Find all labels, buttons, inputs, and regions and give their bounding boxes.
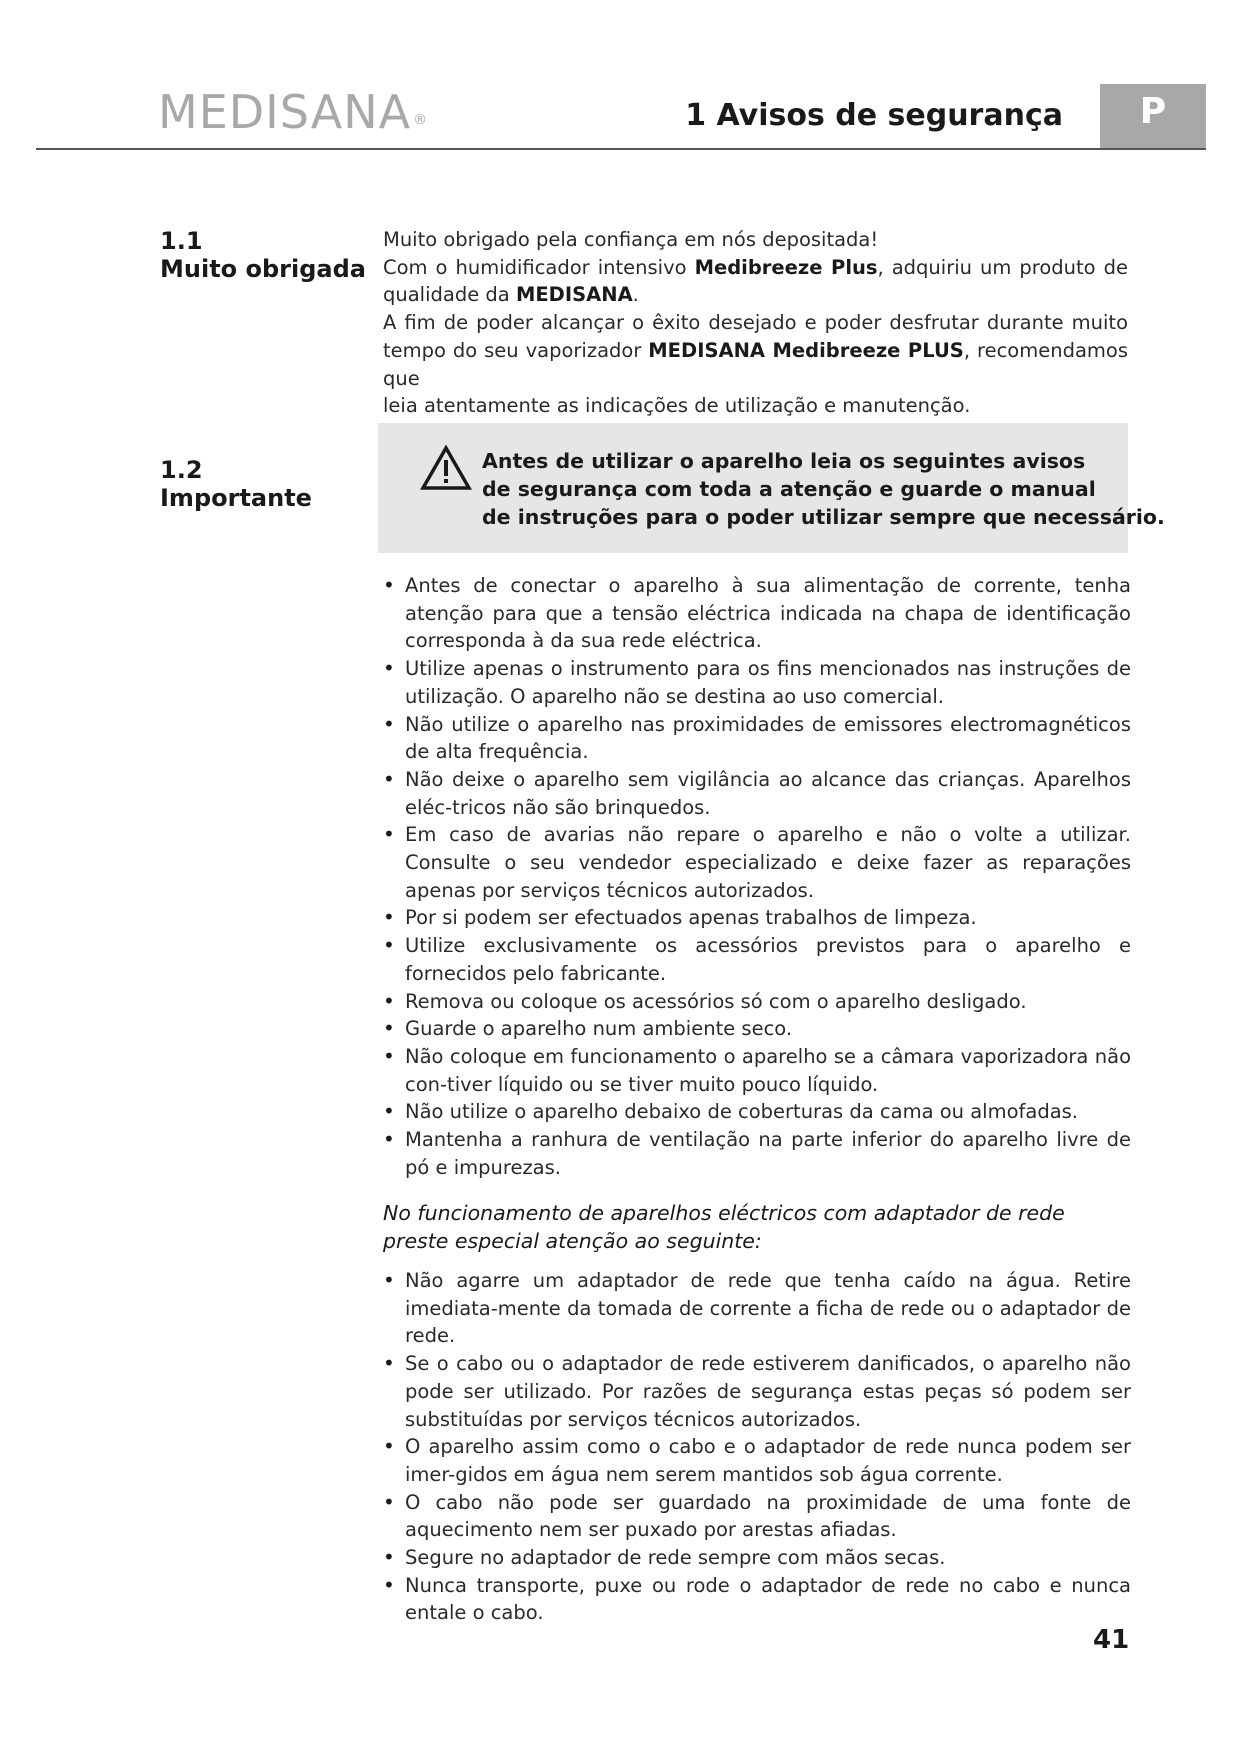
list-item: • Não agarre um adaptador de rede que tenha caído na água. Retire imediata-mente da tomada de corrente a ficha de rede ou o adaptador de rede.: [383, 1267, 1131, 1350]
brand-logo: [158, 84, 428, 140]
warning-box: [378, 423, 1165, 553]
language-tab: P: [1100, 84, 1206, 149]
warning-triangle-icon: [420, 445, 472, 491]
section-1-1-number: 1.1: [160, 227, 203, 255]
list-item: • Em caso de avarias não repare o aparelho e não o volte a utilizar. Consulte o seu vendedor especializado e deixe fazer as reparações apenas por serviços técnicos autorizados.: [383, 821, 1131, 904]
body-line: Muito obrigado pela confiança em nós depositada!: [383, 228, 879, 251]
page-title: 1 Avisos de segurança: [685, 98, 1063, 133]
body-line: Com o humidificador intensivo Medibreeze Plus, adquiriu um produto de: [383, 255, 1128, 279]
list-item: • Não utilize o aparelho nas proximidades de emissores electromagnéticos de alta frequência.: [383, 711, 1131, 766]
page-number: 41: [1093, 1625, 1130, 1655]
header-divider: [36, 148, 1206, 150]
list-item: • O aparelho assim como o cabo e o adaptador de rede nunca podem ser imer-gidos em água nem serem mantidos sob água corrente.: [383, 1433, 1131, 1488]
body-line: A fim de poder alcançar o êxito desejado e poder desfrutar durante muito: [383, 311, 1128, 335]
list-item: • Não deixe o aparelho sem vigilância ao alcance das crianças. Aparelhos eléc-tricos não são brinquedos.: [383, 766, 1131, 821]
list-item: • Antes de conectar o aparelho à sua alimentação de corrente, tenha atenção para que a tensão eléctrica indicada na chapa de identificação corresponda à da sua rede eléctrica.: [383, 572, 1131, 655]
section-1-1-title: Muito obrigada: [160, 255, 366, 283]
body-line: qualidade da MEDISANA.: [383, 283, 639, 307]
adapter-bullet-list: [383, 1267, 1131, 1627]
list-item: • Não utilize o aparelho debaixo de coberturas da cama ou almofadas.: [383, 1098, 1131, 1126]
warning-line: de segurança com toda a atenção e guarde o manual: [482, 477, 1096, 501]
body-line: tempo do seu vaporizador MEDISANA Medibreeze PLUS, recomendamos que: [383, 338, 1128, 390]
warning-line: de instruções para o poder utilizar sempre que necessário.: [482, 505, 1165, 529]
section-1-1-body: [383, 226, 1128, 420]
section-1-2-number: 1.2: [160, 456, 203, 484]
warning-text: [482, 447, 1165, 531]
list-item: • Segure no adaptador de rede sempre com mãos secas.: [383, 1544, 1131, 1572]
warning-line: Antes de utilizar o aparelho leia os seguintes avisos: [482, 449, 1086, 473]
safety-bullet-list: [383, 572, 1131, 1181]
list-item: • Utilize apenas o instrumento para os fins mencionados nas instruções de utilização. O aparelho não se destina ao uso comercial.: [383, 655, 1131, 710]
body-line: leia atentamente as indicações de utilização e manutenção.: [383, 394, 971, 418]
list-item: • Por si podem ser efectuados apenas trabalhos de limpeza.: [383, 904, 1131, 932]
brand-name: MEDISANA: [158, 85, 412, 139]
list-item: • Se o cabo ou o adaptador de rede estiverem danificados, o aparelho não pode ser utilizado. Por razões de segurança estas peças só podem ser substituídas por serviços técnicos autorizados.: [383, 1350, 1131, 1433]
list-item: • Mantenha a ranhura de ventilação na parte inferior do aparelho livre de pó e impurezas.: [383, 1126, 1131, 1181]
list-item: • Guarde o aparelho num ambiente seco.: [383, 1015, 1131, 1043]
list-item: • Nunca transporte, puxe ou rode o adaptador de rede no cabo e nunca entale o cabo.: [383, 1572, 1131, 1627]
adapter-note: No funcionamento de aparelhos eléctricos com adaptador de rede preste especial atenção ao seguinte:: [383, 1201, 1065, 1253]
list-item: • Não coloque em funcionamento o aparelho se a câmara vaporizadora não con-tiver líquido ou se tiver muito pouco líquido.: [383, 1043, 1131, 1098]
list-item: • Utilize exclusivamente os acessórios previstos para o aparelho e fornecidos pelo fabricante.: [383, 932, 1131, 987]
list-item: • O cabo não pode ser guardado na proximidade de uma fonte de aquecimento nem ser puxado por arestas afiadas.: [383, 1489, 1131, 1544]
list-item: • Remova ou coloque os acessórios só com o aparelho desligado.: [383, 988, 1131, 1016]
registered-mark: ®: [413, 112, 429, 128]
section-1-2-title: Importante: [160, 484, 312, 512]
